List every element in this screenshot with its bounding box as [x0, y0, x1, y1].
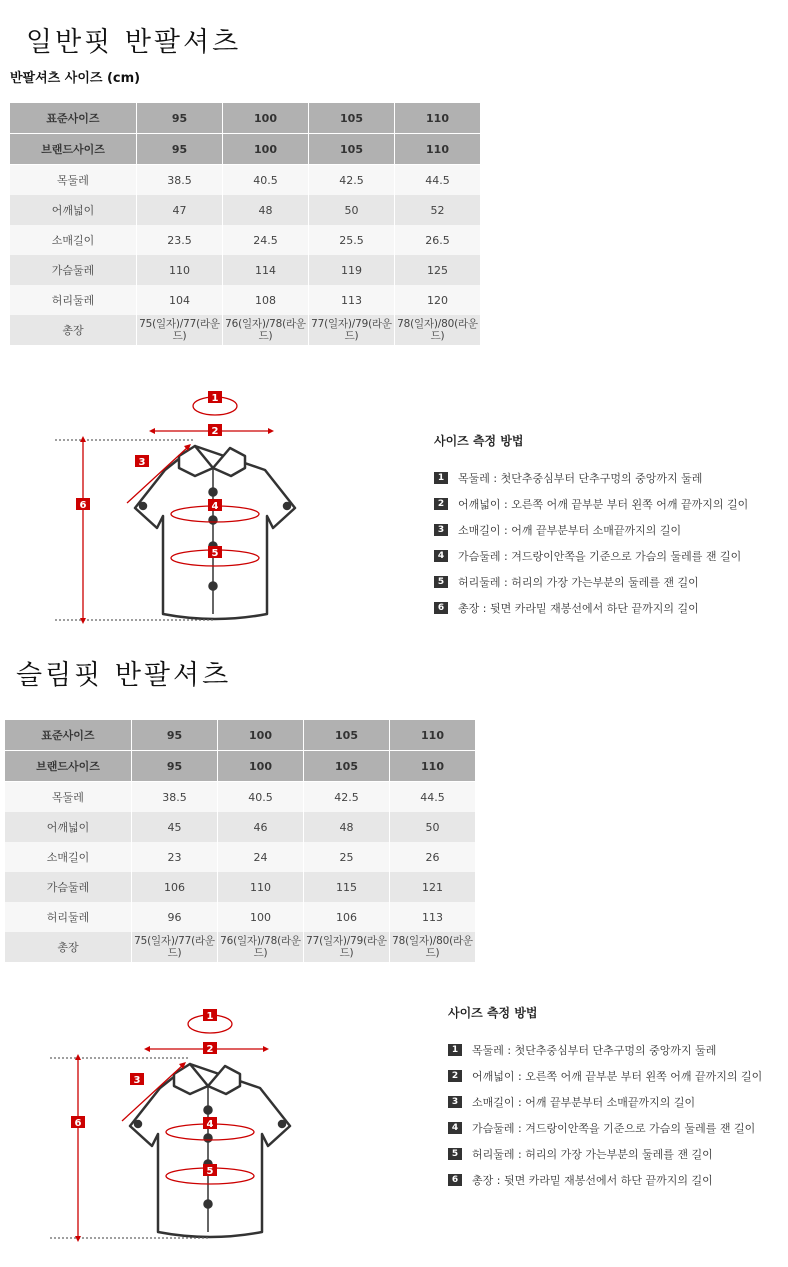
- table-cell: 120: [395, 285, 481, 315]
- table-cell: 95: [137, 103, 223, 134]
- table-cell: 100: [223, 134, 309, 165]
- table-cell: 110: [390, 751, 476, 782]
- legend-item: [448, 1089, 788, 1115]
- legend-number: 5: [448, 1148, 462, 1160]
- table-row: [5, 902, 475, 932]
- table-row: [10, 255, 480, 285]
- legend-item: [448, 1141, 788, 1167]
- table-cell: 105: [309, 134, 395, 165]
- table-cell: 26.5: [395, 225, 481, 255]
- table-cell: 95: [137, 134, 223, 165]
- legend-text: 허리둘레 : 허리의 가장 가는부분의 둘레를 잰 길이: [472, 1148, 713, 1161]
- table-cell: 23: [132, 842, 218, 872]
- table-cell: 95: [132, 720, 218, 751]
- shirt-measure-diagram: [55, 388, 305, 624]
- legend-item: [434, 517, 784, 543]
- table-cell: 48: [223, 195, 309, 225]
- legend-item: [434, 595, 784, 621]
- diagram-label: 2: [211, 426, 219, 437]
- table-cell: 38.5: [137, 165, 223, 196]
- diagram-label: 3: [138, 457, 146, 468]
- table-header-row: [10, 134, 480, 165]
- table-cell: 어깨넓이: [5, 812, 132, 842]
- table-cell: 24.5: [223, 225, 309, 255]
- shirt-measure-diagram: [50, 1006, 300, 1242]
- table-cell: 100: [218, 751, 304, 782]
- table-cell: 121: [390, 872, 476, 902]
- table-cell: 총장: [5, 932, 132, 962]
- size-table-slim: [5, 720, 475, 962]
- table-cell: 105: [304, 720, 390, 751]
- table-cell: 허리둘레: [10, 285, 137, 315]
- table-cell: 가슴둘레: [5, 872, 132, 902]
- legend-number: 1: [434, 472, 448, 484]
- table-cell: 44.5: [395, 165, 481, 196]
- legend-number: 3: [434, 524, 448, 536]
- table-cell: 100: [218, 720, 304, 751]
- table-cell: 75(일자)/77(라운드): [137, 315, 223, 345]
- table-cell: 75(일자)/77(라운드): [132, 932, 218, 962]
- legend-text: 어깨넓이 : 오른쪽 어깨 끝부분 부터 왼쪽 어깨 끝까지의 길이: [472, 1070, 763, 1083]
- table-cell: 목둘레: [10, 165, 137, 196]
- table-row: [5, 782, 475, 813]
- table-row: [10, 165, 480, 196]
- table-cell: 23.5: [137, 225, 223, 255]
- legend-text: 소매길이 : 어깨 끝부분부터 소매끝까지의 길이: [458, 524, 682, 537]
- table-cell: 113: [390, 902, 476, 932]
- table-cell: 110: [395, 103, 481, 134]
- table-cell: 42.5: [309, 165, 395, 196]
- legend-item: [434, 569, 784, 595]
- table-cell: 50: [309, 195, 395, 225]
- table-cell: 104: [137, 285, 223, 315]
- table-cell: 106: [132, 872, 218, 902]
- legend-number: 6: [448, 1174, 462, 1186]
- table-cell: 110: [137, 255, 223, 285]
- diagram-label: 1: [206, 1011, 214, 1022]
- table-cell: 40.5: [223, 165, 309, 196]
- table-cell: 105: [309, 103, 395, 134]
- shirt-icon: [130, 1064, 290, 1237]
- legend-text: 가슴둘레 : 겨드랑이안쪽을 기준으로 가슴의 둘레를 잰 길이: [458, 550, 742, 563]
- table-cell: 표준사이즈: [10, 103, 137, 134]
- table-cell: 46: [218, 812, 304, 842]
- table-cell: 96: [132, 902, 218, 932]
- diagram-label: 5: [206, 1166, 214, 1177]
- legend-item: [448, 1167, 788, 1193]
- table-cell: 25: [304, 842, 390, 872]
- section1-title: 일반핏 반팔셔츠: [26, 27, 242, 58]
- table-row: [10, 225, 480, 255]
- table-cell: 52: [395, 195, 481, 225]
- table-cell: 113: [309, 285, 395, 315]
- diagram-label: 5: [211, 548, 219, 559]
- table-header-row: [5, 751, 475, 782]
- table-cell: 40.5: [218, 782, 304, 813]
- table-cell: 76(일자)/78(라운드): [223, 315, 309, 345]
- legend-item: [448, 1063, 788, 1089]
- diagram-label: 6: [74, 1118, 82, 1129]
- table-cell: 110: [390, 720, 476, 751]
- table-cell: 108: [223, 285, 309, 315]
- table-cell: 소매길이: [5, 842, 132, 872]
- diagram-label: 3: [133, 1075, 141, 1086]
- legend-number: 5: [434, 576, 448, 588]
- table-row: [5, 872, 475, 902]
- table-header-row: [5, 720, 475, 751]
- shirt-icon: [135, 446, 295, 619]
- legend-number: 4: [448, 1122, 462, 1134]
- table-row: [5, 842, 475, 872]
- table-cell: 95: [132, 751, 218, 782]
- table-cell: 106: [304, 902, 390, 932]
- table-row: [5, 812, 475, 842]
- table-cell: 목둘레: [5, 782, 132, 813]
- diagram-label: 6: [79, 500, 87, 511]
- table-cell: 어깨넓이: [10, 195, 137, 225]
- table-cell: 가슴둘레: [10, 255, 137, 285]
- section1-subtitle: 반팔셔츠 사이즈 (cm): [10, 71, 141, 86]
- table-cell: 78(일자)/80(라운드): [395, 315, 481, 345]
- legend-item: [434, 543, 784, 569]
- diagram-label: 4: [211, 501, 219, 512]
- table-cell: 38.5: [132, 782, 218, 813]
- table-cell: 총장: [10, 315, 137, 345]
- table-cell: 110: [218, 872, 304, 902]
- table-cell: 78(일자)/80(라운드): [390, 932, 476, 962]
- table-cell: 26: [390, 842, 476, 872]
- table-cell: 24: [218, 842, 304, 872]
- diagram-label: 4: [206, 1119, 214, 1130]
- table-cell: 114: [223, 255, 309, 285]
- legend-text: 허리둘레 : 허리의 가장 가는부분의 둘레를 잰 길이: [458, 576, 699, 589]
- legend-item: [434, 491, 784, 517]
- legend-number: 2: [434, 498, 448, 510]
- measure-legend-regular: [434, 432, 784, 621]
- table-cell: 44.5: [390, 782, 476, 813]
- size-table-regular: [10, 103, 480, 345]
- legend-text: 소매길이 : 어깨 끝부분부터 소매끝까지의 길이: [472, 1096, 696, 1109]
- legend-text: 어깨넓이 : 오른쪽 어깨 끝부분 부터 왼쪽 어깨 끝까지의 길이: [458, 498, 749, 511]
- legend-number: 6: [434, 602, 448, 614]
- table-cell: 77(일자)/79(라운드): [304, 932, 390, 962]
- table-cell: 100: [223, 103, 309, 134]
- table-cell: 77(일자)/79(라운드): [309, 315, 395, 345]
- legend-text: 총장 : 뒷면 카라밑 재봉선에서 하단 끝까지의 길이: [472, 1174, 713, 1187]
- legend-title: 사이즈 측정 방법: [448, 1006, 538, 1020]
- legend-item: [448, 1115, 788, 1141]
- table-cell: 허리둘레: [5, 902, 132, 932]
- legend-number: 4: [434, 550, 448, 562]
- table-cell: 브랜드사이즈: [5, 751, 132, 782]
- table-cell: 105: [304, 751, 390, 782]
- legend-number: 3: [448, 1096, 462, 1108]
- table-row: [10, 315, 480, 345]
- legend-text: 총장 : 뒷면 카라밑 재봉선에서 하단 끝까지의 길이: [458, 602, 699, 615]
- table-cell: 119: [309, 255, 395, 285]
- legend-item: [448, 1037, 788, 1063]
- table-cell: 125: [395, 255, 481, 285]
- table-cell: 100: [218, 902, 304, 932]
- legend-number: 2: [448, 1070, 462, 1082]
- table-header-row: [10, 103, 480, 134]
- table-cell: 48: [304, 812, 390, 842]
- table-cell: 76(일자)/78(라운드): [218, 932, 304, 962]
- table-cell: 115: [304, 872, 390, 902]
- diagram-label: 1: [211, 393, 219, 404]
- table-cell: 47: [137, 195, 223, 225]
- measure-legend-slim: [448, 1004, 788, 1193]
- legend-text: 목둘레 : 첫단추중심부터 단추구멍의 중앙까지 둘레: [458, 472, 703, 485]
- table-cell: 45: [132, 812, 218, 842]
- legend-number: 1: [448, 1044, 462, 1056]
- diagram-label: 2: [206, 1044, 214, 1055]
- legend-item: [434, 465, 784, 491]
- table-row: [10, 285, 480, 315]
- table-cell: 브랜드사이즈: [10, 134, 137, 165]
- table-cell: 소매길이: [10, 225, 137, 255]
- table-row: [10, 195, 480, 225]
- legend-text: 가슴둘레 : 겨드랑이안쪽을 기준으로 가슴의 둘레를 잰 길이: [472, 1122, 756, 1135]
- table-row: [5, 932, 475, 962]
- table-cell: 50: [390, 812, 476, 842]
- legend-title: 사이즈 측정 방법: [434, 434, 524, 448]
- section2-title: 슬림핏 반팔셔츠: [16, 660, 232, 691]
- table-cell: 42.5: [304, 782, 390, 813]
- legend-text: 목둘레 : 첫단추중심부터 단추구멍의 중앙까지 둘레: [472, 1044, 717, 1057]
- table-cell: 25.5: [309, 225, 395, 255]
- table-cell: 표준사이즈: [5, 720, 132, 751]
- table-cell: 110: [395, 134, 481, 165]
